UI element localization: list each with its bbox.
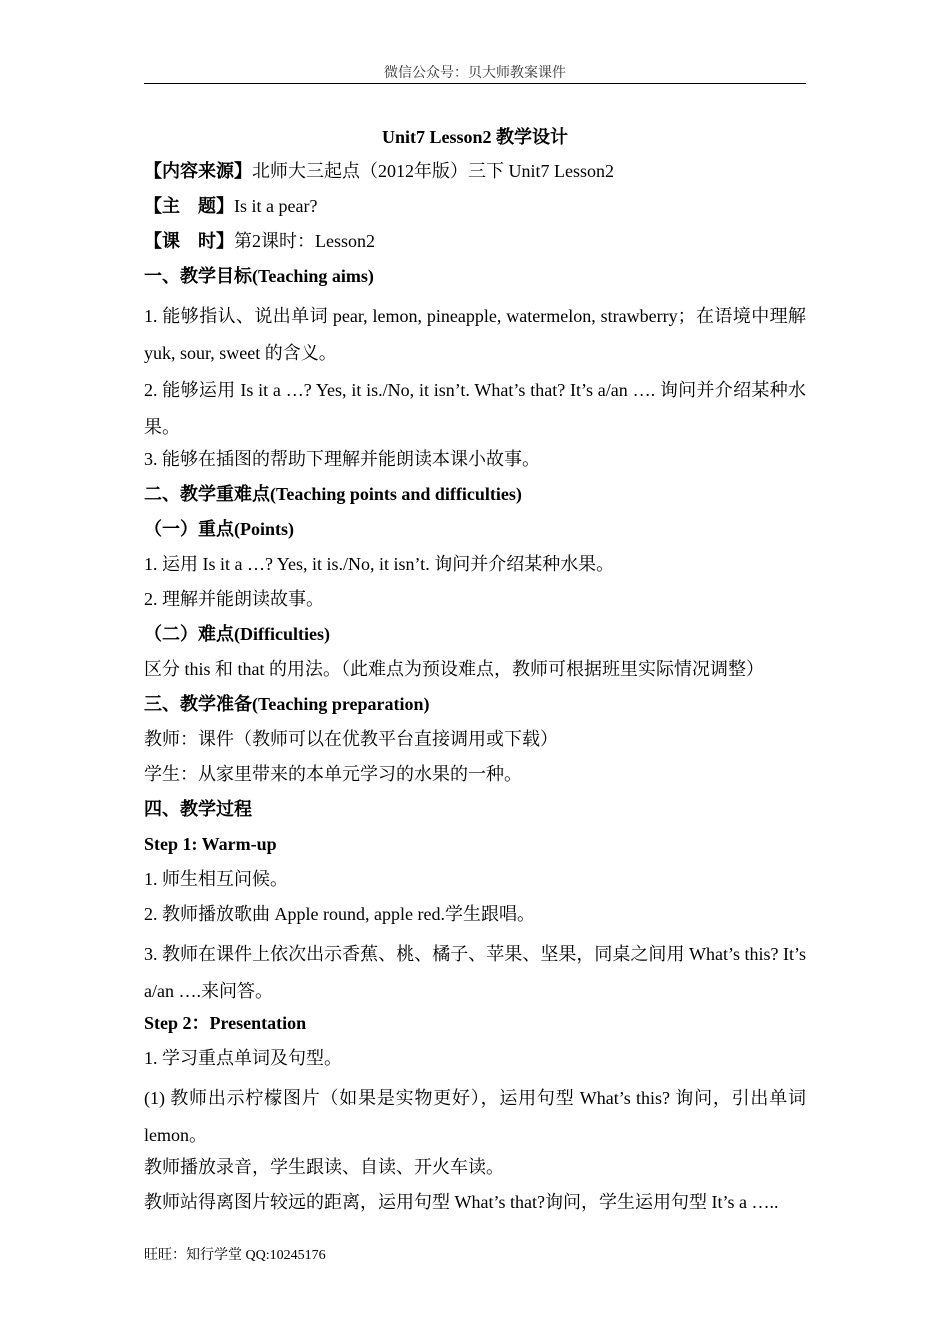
step2-heading: Step 2：Presentation (144, 1013, 307, 1033)
meta-topic (144, 193, 806, 220)
document-body (144, 158, 806, 1224)
difficulties-heading: （二）难点(Difficulties) (144, 624, 330, 644)
prep-teacher: 教师：课件（教师可以在优教平台直接调用或下载） (144, 729, 558, 749)
key-point-2: 2. 理解并能朗读故事。 (144, 589, 324, 609)
meta-period (144, 228, 806, 255)
key-points-heading: （一）重点(Points) (144, 519, 294, 539)
meta-topic-value: Is it a pear? (234, 196, 318, 216)
step1-item-2: 2. 教师播放歌曲 Apple round, apple red.学生跟唱。 (144, 904, 535, 924)
step2-item-4: 教师站得离图片较远的距离，运用句型 What’s that?询问，学生运用句型 It’s a ….. (144, 1192, 779, 1212)
aims-item-3: 3. 能够在插图的帮助下理解并能朗读本课小故事。 (144, 449, 540, 469)
step1-heading: Step 1: Warm-up (144, 834, 277, 854)
process-heading: 四、教学过程 (144, 799, 252, 819)
header-divider (144, 83, 806, 84)
aims-item-2: 2. 能够运用 Is it a …? Yes, it is./No, it isn’t. What’s that? It’s a/an …. 询问并介绍某种水果。 (144, 380, 806, 437)
meta-source (144, 158, 806, 185)
meta-topic-label: 【主 题】 (144, 196, 234, 216)
meta-period-value: 第2课时：Lesson2 (234, 231, 375, 251)
prep-heading: 三、教学准备(Teaching preparation) (144, 694, 430, 714)
page-footer: 旺旺：知行学堂 QQ:10245176 (144, 1248, 326, 1263)
step2-item-3: 教师播放录音，学生跟读、自读、开火车读。 (144, 1157, 504, 1177)
step1-item-3: 3. 教师在课件上依次出示香蕉、桃、橘子、苹果、坚果，同桌之间用 What’s this? It’s a/an ….来问答。 (144, 944, 806, 1001)
key-point-1: 1. 运用 Is it a …? Yes, it is./No, it isn’t. 询问并介绍某种水果。 (144, 554, 615, 574)
meta-source-value: 北师大三起点（2012年版）三下 Unit7 Lesson2 (252, 161, 614, 181)
step2-item-2: (1) 教师出示柠檬图片（如果是实物更好），运用句型 What’s this? 询问，引出单词 lemon。 (144, 1088, 806, 1145)
prep-student: 学生：从家里带来的本单元学习的水果的一种。 (144, 764, 522, 784)
step1-item-1: 1. 师生相互问候。 (144, 869, 288, 889)
meta-source-label: 【内容来源】 (144, 161, 252, 181)
points-heading: 二、教学重难点(Teaching points and difficulties) (144, 484, 522, 504)
difficulties-text: 区分 this 和 that 的用法。（此难点为预设难点，教师可根据班里实际情况调整） (144, 659, 764, 679)
page-header: 微信公众号：贝大师教案课件 (384, 66, 566, 81)
step2-item-1: 1. 学习重点单词及句型。 (144, 1048, 342, 1068)
document-title: Unit7 Lesson2 教学设计 (381, 127, 569, 147)
aims-item-1: 1. 能够指认、说出单词 pear, lemon, pineapple, watermelon, strawberry；在语境中理解 yuk, sour, sweet 的含义。 (144, 306, 806, 363)
aims-heading: 一、教学目标(Teaching aims) (144, 266, 374, 286)
meta-period-label: 【课 时】 (144, 231, 234, 251)
